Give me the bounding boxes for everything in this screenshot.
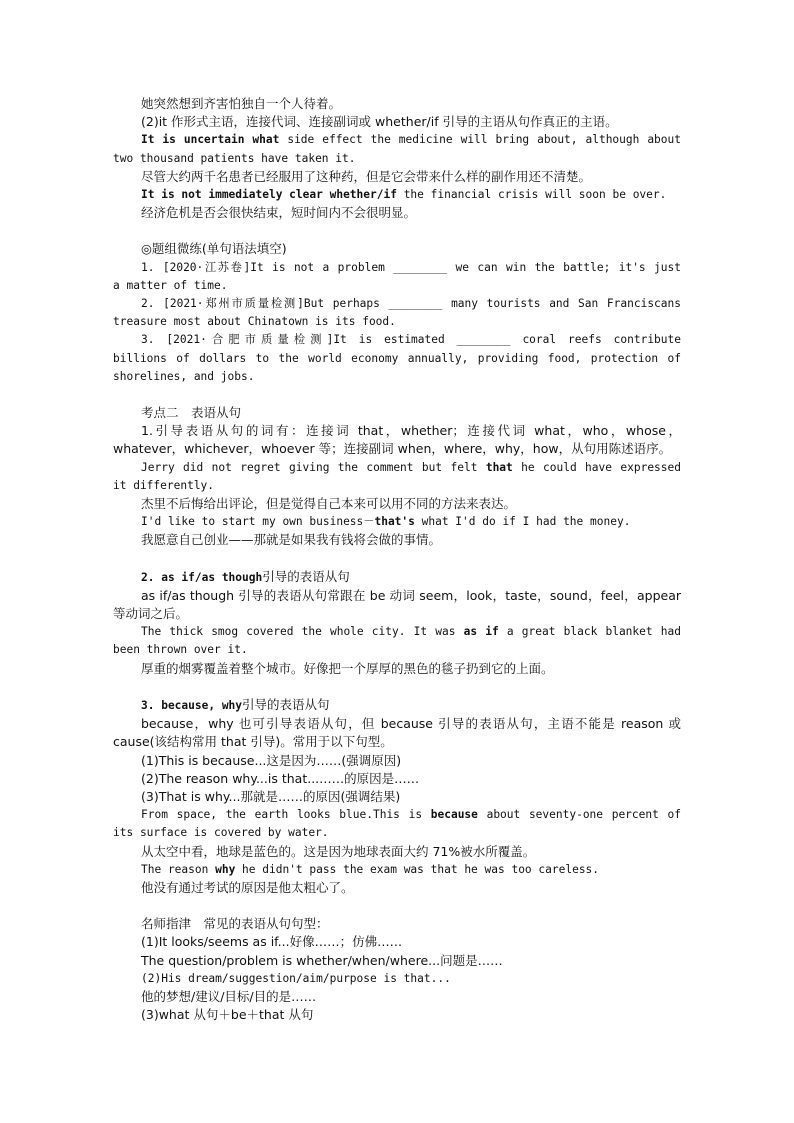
text-line: because，why 也可引导表语从句，但 because 引导的表语从句，主语不能是 reason 或 [141, 716, 681, 732]
section-heading: 名师指津 常见的表语从句句型： [141, 916, 329, 932]
pattern-item: (2)His dream/suggestion/aim/purpose is that... [141, 971, 451, 985]
example-sentence: two thousand patients have taken it. [113, 151, 356, 165]
translation: 他没有通过考试的原因是他太粗心了。 [141, 879, 354, 895]
section-heading [113, 568, 681, 587]
bold-phrase: that [485, 460, 513, 474]
pattern-item: (1)It looks/seems as if...好像……；仿佛…… [141, 934, 403, 950]
pattern-item: (2)The reason why...is that...……的原因是…… [141, 770, 420, 786]
pattern-item: (3)what 从句＋be＋that 从句 [141, 1007, 314, 1023]
sentence-text: Jerry did not regret giving the comment but felt [141, 460, 486, 474]
sentence-text: side effect the medicine will bring about, although about [279, 133, 681, 147]
sentence-text: From space, the earth looks blue.This is [141, 808, 431, 822]
section-heading [113, 696, 681, 715]
exercise-item: treasure most about Chinatown is its food. [113, 315, 396, 329]
example-sentence: its surface is covered by water. [113, 826, 329, 840]
translation: 我愿意自己创业——那就是如果我有钱将会做的事情。 [141, 532, 442, 548]
heading-text: 引导的表语从句 [242, 696, 330, 712]
example-sentence: it differently. [113, 478, 215, 492]
exercise-item: shorelines, and jobs. [113, 369, 255, 383]
example-sentence [113, 861, 681, 879]
exercise-item: 2. [2021·郑州市质量检测]But perhaps ________ many tourists and San Franciscans [141, 297, 681, 311]
sentence-text: he could have expressed [512, 460, 681, 474]
sentence-text: the financial crisis will soon be over. [396, 188, 667, 202]
example-sentence [113, 459, 681, 477]
exercise-item: 3. [2021·合肥市质量检测]It is estimated ________ coral reefs contribute [141, 333, 681, 347]
exercise-item: a matter of time. [113, 278, 228, 292]
text-line: whatever，whichever，whoever 等；连接副词 when，where，why，how，从句用陈述语序。 [113, 441, 672, 457]
section-heading: 考点二 表语从句 [141, 405, 242, 421]
bold-phrase: 2. as if/as though [141, 570, 263, 584]
example-sentence: been thrown over it. [113, 643, 248, 657]
translation: 经济危机是否会很快结束，短时间内不会很明显。 [141, 205, 417, 221]
sentence-text: The reason [141, 862, 216, 876]
sentence-text: The thick smog covered the whole city. It was [141, 625, 464, 639]
bold-phrase: because [430, 808, 478, 822]
example-sentence [113, 131, 681, 149]
bold-phrase: as if [463, 625, 499, 639]
translation: 杰里不后悔给出评论，但是觉得自己本来可以用不同的方法来表达。 [141, 496, 517, 512]
text-line: 等动词之后。 [113, 606, 189, 622]
bold-phrase: It is not immediately clear whether/if [141, 188, 397, 202]
bold-phrase: that's [374, 515, 415, 529]
pattern-item: (1)This is because...这是因为……(强调原因) [141, 752, 402, 768]
translation: 从太空中看，地球是蓝色的。这是因为地球表面大约 71%被水所覆盖。 [141, 843, 536, 859]
translation: 尽管大约两千名患者已经服用了这种药，但是它会带来什么样的副作用还不清楚。 [141, 168, 592, 184]
heading-text: 引导的表语从句 [262, 568, 350, 584]
text-line: (2)it 作形式主语，连接代词、连接副词或 whether/if 引导的主语从句作真正的主语。 [141, 114, 618, 130]
text-line: 1.引导表语从句的词有：连接词 that，whether；连接代词 what，who，whose， [141, 423, 681, 439]
translation: 他的梦想/建议/目标/目的是…… [141, 988, 317, 1004]
bold-phrase: It is uncertain what [141, 133, 280, 147]
text-line: cause(该结构常用 that 引导)。常用于以下句型。 [113, 734, 393, 750]
sentence-text: a great black blanket had [498, 625, 681, 639]
example-sentence [113, 806, 681, 824]
example-sentence [113, 623, 681, 641]
text-line: as if/as though 引导的表语从句常跟在 be 动词 seem，look，taste，sound，feel，appear [141, 587, 681, 603]
sentence-text: about seventy-one percent of [477, 808, 682, 822]
sentence-text: what I'd do if I had the money. [414, 515, 631, 529]
pattern-item: The question/problem is whether/when/where...问题是…… [141, 952, 503, 968]
example-sentence [113, 513, 681, 531]
bold-phrase: why [215, 862, 236, 876]
exercise-item: billions of dollars to the world economy annually, providing food, protection of [113, 351, 681, 365]
exercise-item: 1. [2020·江苏卷]It is not a problem ________ we can win the battle; it's just [141, 260, 681, 274]
section-heading: ◎题组微练(单句语法填空) [141, 241, 287, 257]
sentence-text: he didn't pass the exam was that he was too careless. [235, 862, 600, 876]
text-line: 她突然想到齐害怕独自一个人待着。 [141, 96, 342, 111]
sentence-text: I'd like to start my own business－ [141, 515, 375, 529]
document-body [113, 95, 681, 1024]
pattern-item: (3)That is why...那就是……的原因(强调结果) [141, 788, 401, 804]
bold-phrase: 3. because, why [141, 698, 243, 712]
example-sentence [113, 186, 681, 204]
translation: 厚重的烟雾覆盖着整个城市。好像把一个厚厚的黑色的毯子扔到它的上面。 [141, 660, 554, 676]
